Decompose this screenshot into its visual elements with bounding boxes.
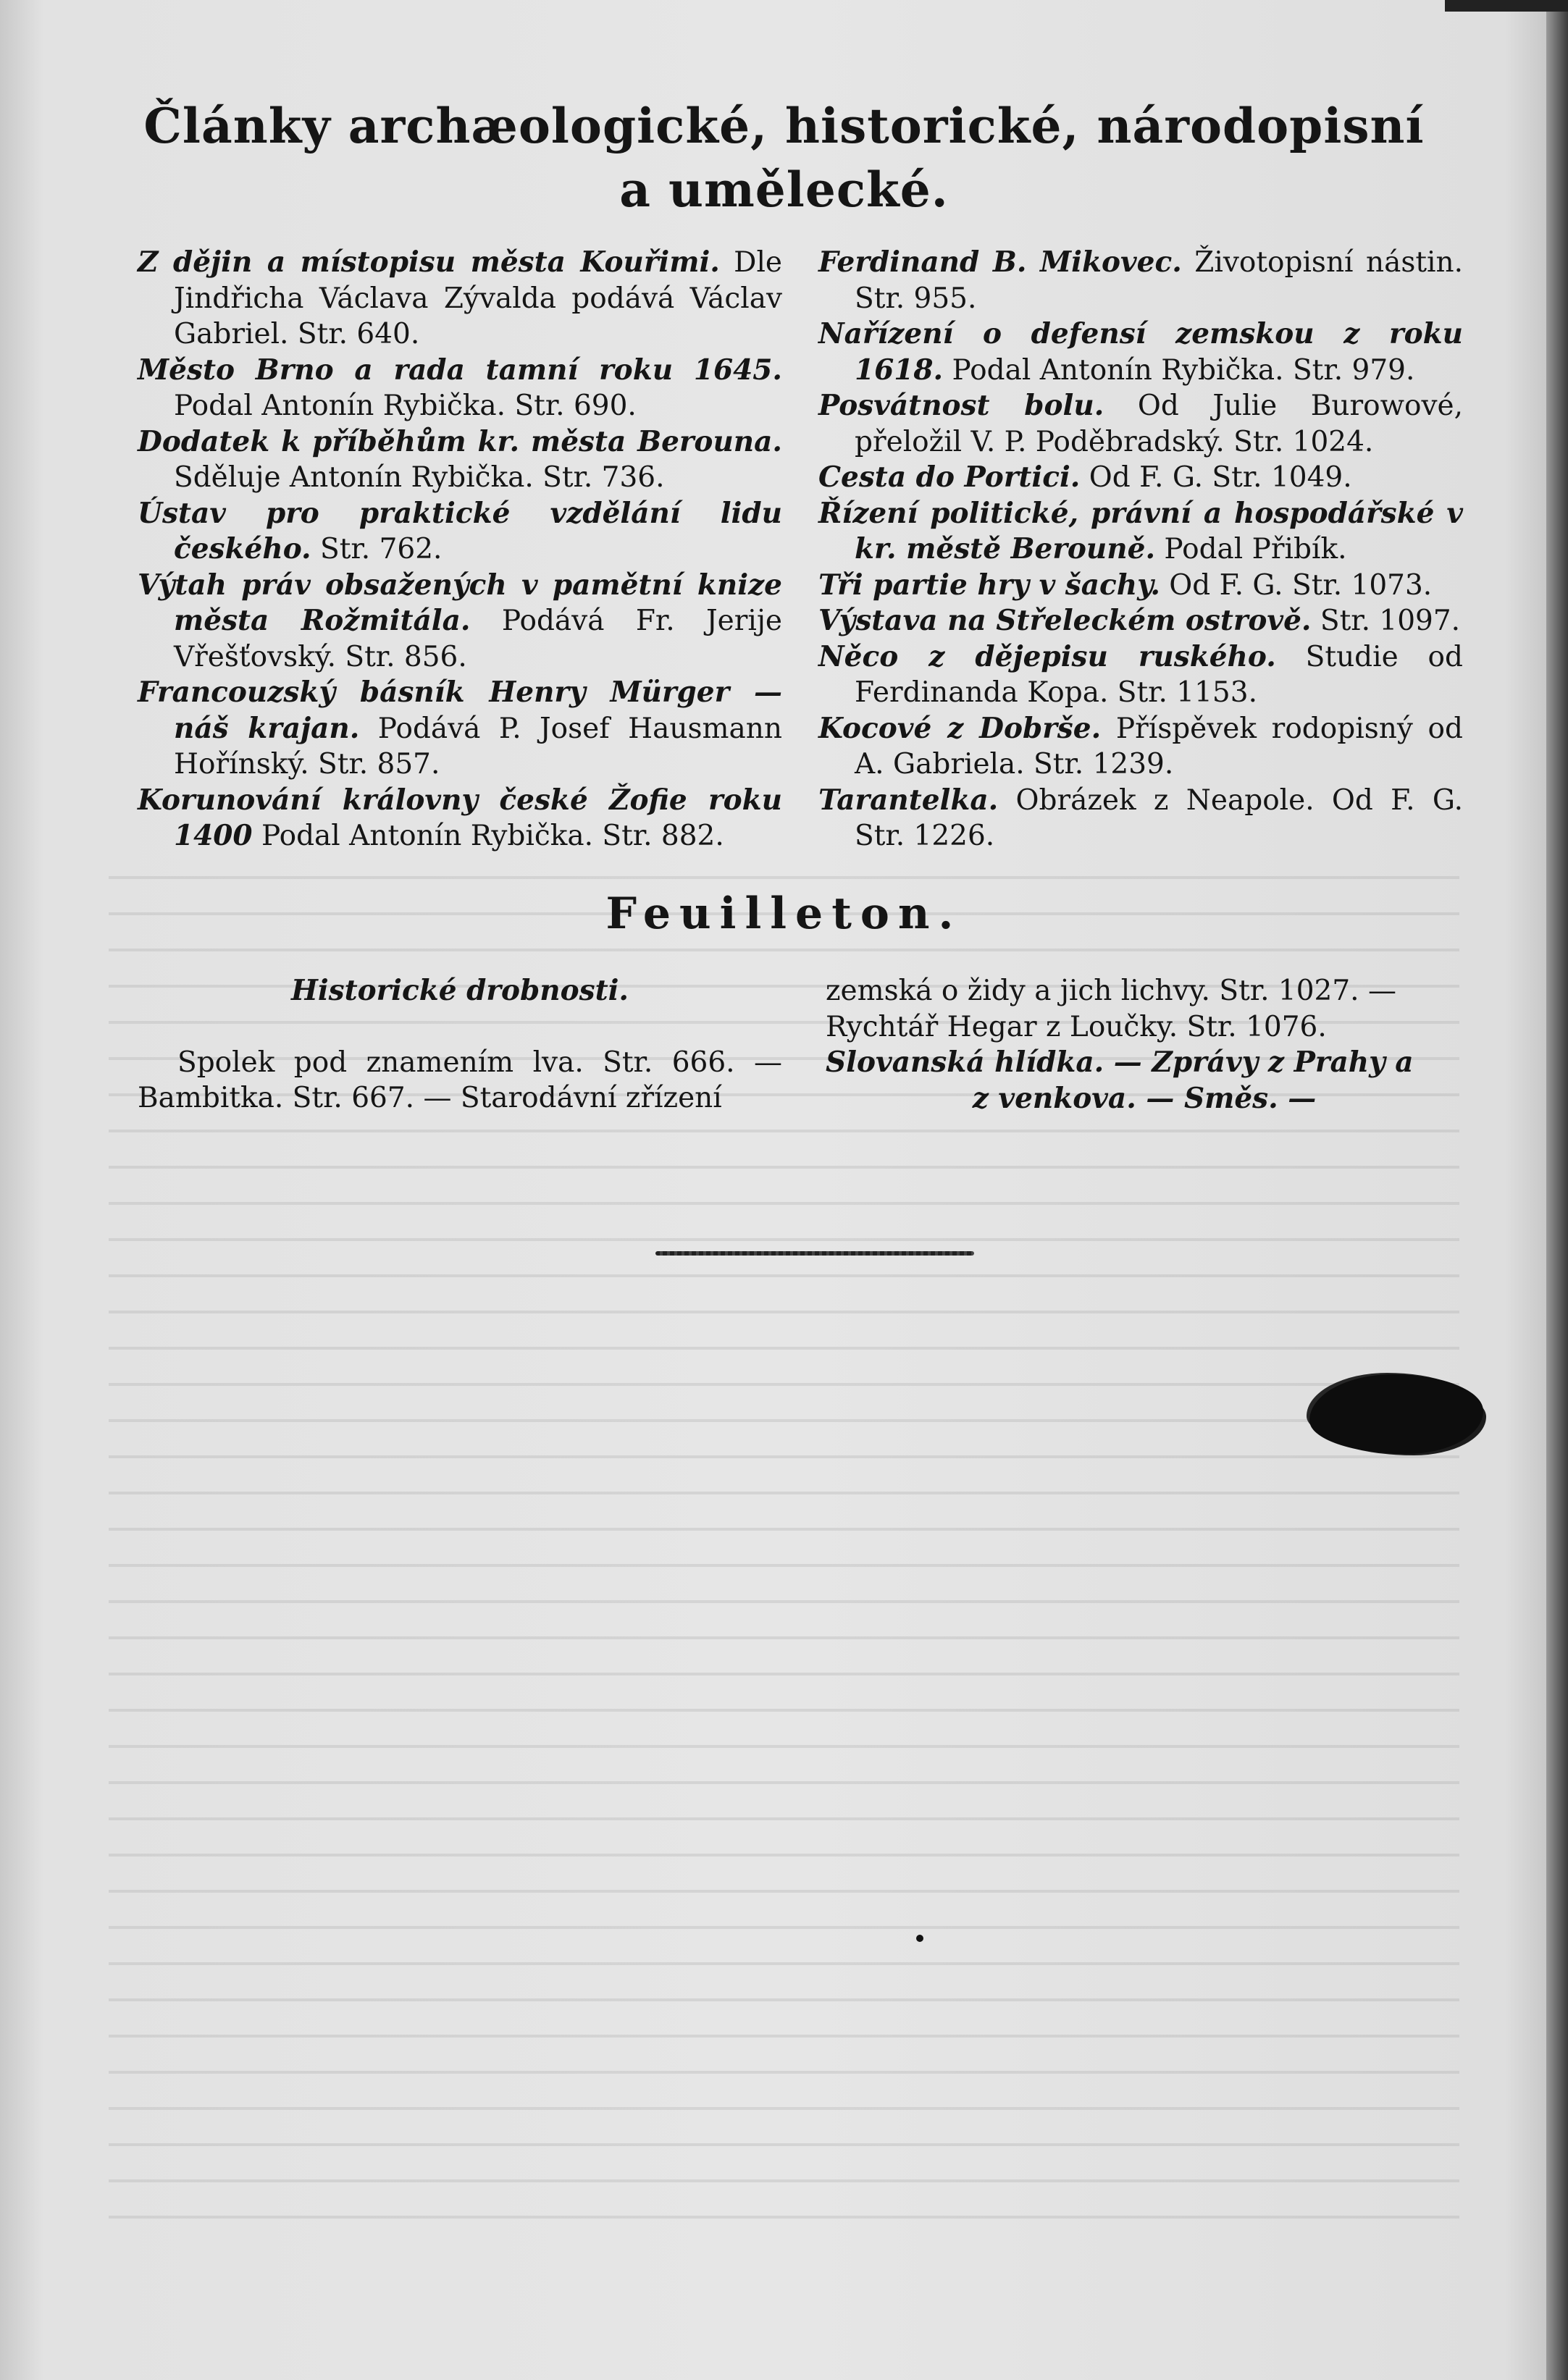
title-line-2: a umělecké. <box>619 161 949 218</box>
page-corner-shadow <box>1445 0 1568 12</box>
feuilleton-heading: Feuilleton. <box>605 888 963 939</box>
list-item: Ústav pro praktické vzdělání lidu českého. Str. 762. <box>138 496 782 565</box>
list-item: Kocové z Dobrše. Příspěvek rodopisný od A. Gabriela. Str. 1239. <box>818 711 1463 781</box>
feuilleton-right-line-1: zemská o židy a jich lichvy. Str. 1027. — <box>826 975 1396 1007</box>
ink-stamp-blot <box>1309 1374 1483 1454</box>
list-item: Francouzský básník Henry Mürger — náš krajan. Podává P. Josef Hausmann Hořínský. Str. 857. <box>138 676 782 781</box>
list-item: Posvátnost bolu. Od Julie Burowové, přeložil V. P. Poděbradský. Str. 1024. <box>818 389 1463 458</box>
list-item: Tři partie hry v šachy. Od F. G. Str. 1073. <box>818 568 1433 602</box>
list-item: Nařízení o defensí zemskou z roku 1618. Podal Antonín Rybička. Str. 979. <box>818 317 1463 387</box>
left-column <box>138 245 782 854</box>
feuilleton-left-text: Spolek pod znamením lva. Str. 666. — Bambitka. Str. 667. — Starodávní zřízení <box>138 1046 782 1114</box>
list-item: Z dějin a místopisu města Kouřimi. Dle Jindřicha Václava Zývalda podává Václav Gabriel. Str. 640. <box>138 245 783 350</box>
list-item: Dodatek k příběhům kr. města Berouna. Sděluje Antonín Rybička. Str. 736. <box>138 424 782 494</box>
list-item: Výstava na Střeleckém ostrově. Str. 1097. <box>818 604 1461 637</box>
list-item: Tarantelka. Obrázek z Neapole. Od F. G. Str. 1226. <box>818 783 1463 852</box>
page-edge-shadow <box>1546 0 1568 2380</box>
list-item: Řízení politické, právní a hospodářské v kr. městě Berouně. Podal Přibík. <box>818 496 1463 565</box>
feuilleton-subheading: Historické drobnosti. <box>290 974 629 1007</box>
list-item: Ferdinand B. Mikovec. Životopisní nástin. Str. 955. <box>818 245 1463 315</box>
list-item: Něco z dějepisu ruského. Studie od Ferdinanda Kopa. Str. 1153. <box>818 639 1463 709</box>
feuilleton-right-line-2: Rychtář Hegar z Loučky. Str. 1076. <box>826 1010 1327 1043</box>
feuilleton-left-column <box>138 973 782 1117</box>
right-column <box>818 245 1463 854</box>
title-line-1: Články archæologické, historické, národopisní <box>143 98 1425 154</box>
feuilleton-right-italic-2: z venkova. — Směs. — <box>972 1081 1317 1115</box>
list-item: Město Brno a rada tamní roku 1645. Podal Antonín Rybička. Str. 690. <box>138 353 782 422</box>
feuilleton-right-italic-1: Slovanská hlídka. — Zprávy z Prahy a <box>826 1046 1414 1079</box>
list-item: Korunování královny české Žofie roku 1400 Podal Antonín Rybička. Str. 882. <box>138 783 782 852</box>
list-item: Výtah práv obsažených v pamětní knize města Rožmitála. Podává Fr. Jerije Vřešťovský. Str. 856. <box>138 568 783 673</box>
list-item: Cesta do Portici. Od F. G. Str. 1049. <box>818 461 1352 494</box>
section-title <box>109 94 1459 222</box>
feuilleton-right-column <box>826 973 1463 1117</box>
ink-dot <box>916 1935 923 1942</box>
decorative-wavy-rule <box>655 1251 974 1256</box>
